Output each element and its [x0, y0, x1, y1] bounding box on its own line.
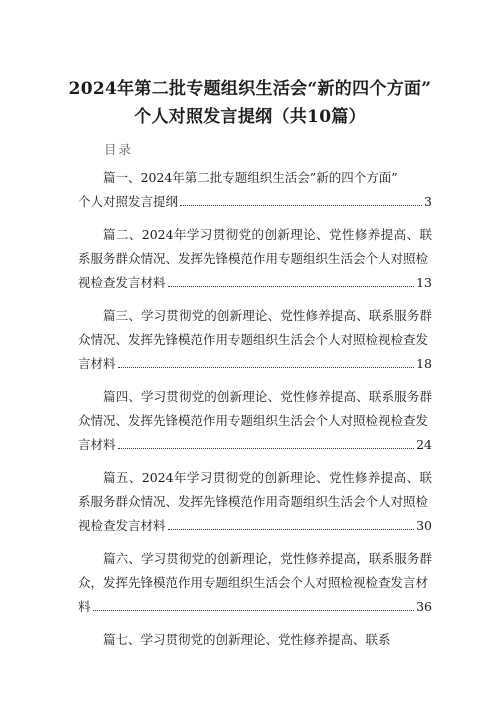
dot-leader: [93, 610, 415, 611]
document-title-line-1: 2024年第二批专题组织生活会“新的四个方面”: [68, 79, 432, 99]
toc-entry-text: 篇二、2024年学习贯彻党的创新理论、党性修养提高、联系服务群众情况、发挥先锋模范作用专题组织生活会个人对照检: [78, 227, 432, 266]
toc-entry-text: 篇四、学习贯彻党的创新理论、党性修养提高、联系服务群众情况、发挥先锋模范作用专题组织生活会个人对照检视检查发: [78, 389, 432, 428]
toc-page-number: 36: [416, 599, 432, 614]
toc-entry-4[interactable]: [78, 385, 432, 457]
dot-leader: [168, 286, 415, 287]
toc-entry-tail: 个人对照发言提纲: [78, 194, 179, 209]
toc-entry-tail: 言材料: [78, 356, 116, 371]
toc-entry-text: 篇五、2024年学习贯彻党的创新理论、党性修养提高、联系服务群众情况、发挥先锋模范作用奇题组织生活会个人对照检: [78, 470, 432, 509]
dot-leader: [168, 529, 415, 530]
toc-entry-1[interactable]: [78, 166, 432, 214]
toc-entry-5[interactable]: [78, 466, 432, 538]
dot-leader: [118, 367, 415, 368]
toc-page-number: 3: [424, 194, 432, 209]
toc-entry-6[interactable]: [78, 547, 432, 619]
toc-page-number: 30: [416, 518, 432, 533]
toc-entry-tail: 料: [78, 599, 91, 614]
toc-page-number: 24: [416, 437, 432, 452]
toc-heading: 目录: [104, 142, 134, 157]
toc-entry-tail: 视检查发言材料: [78, 275, 166, 290]
toc-entry-2[interactable]: [78, 223, 432, 295]
dot-leader: [118, 448, 415, 449]
toc-entry-text: 篇一、2024年第二批专题组织生活会”新的四个方面”: [103, 170, 398, 185]
document-title-line-2: 个人对照发言提纲（共10篇）: [134, 107, 366, 127]
toc-entry-text: 篇三、学习贯彻党的创新理论、党性修养提高、联系服务群众情况、发挥先锋模范作用专题组织生活会个人对照检视检查发: [78, 308, 432, 347]
toc-entry-text: 篇六、学习贯彻党的创新理论，党性修养提高，联系服务群众，发挥先锋模范作用专题组织生活会个人对照检视检查发言材: [78, 551, 432, 590]
toc-entry-tail: 言材料: [78, 437, 116, 452]
toc-entry-tail: 视检查发言材料: [78, 518, 166, 533]
toc-entry-3[interactable]: [78, 304, 432, 376]
toc-entry-7-partial[interactable]: 篇七、学习贯彻党的创新理论、党性修养提高、联系: [103, 632, 391, 647]
dot-leader: [180, 205, 422, 206]
table-of-contents: [78, 166, 432, 652]
toc-page-number: 13: [416, 275, 432, 290]
toc-page-number: 18: [416, 356, 432, 371]
